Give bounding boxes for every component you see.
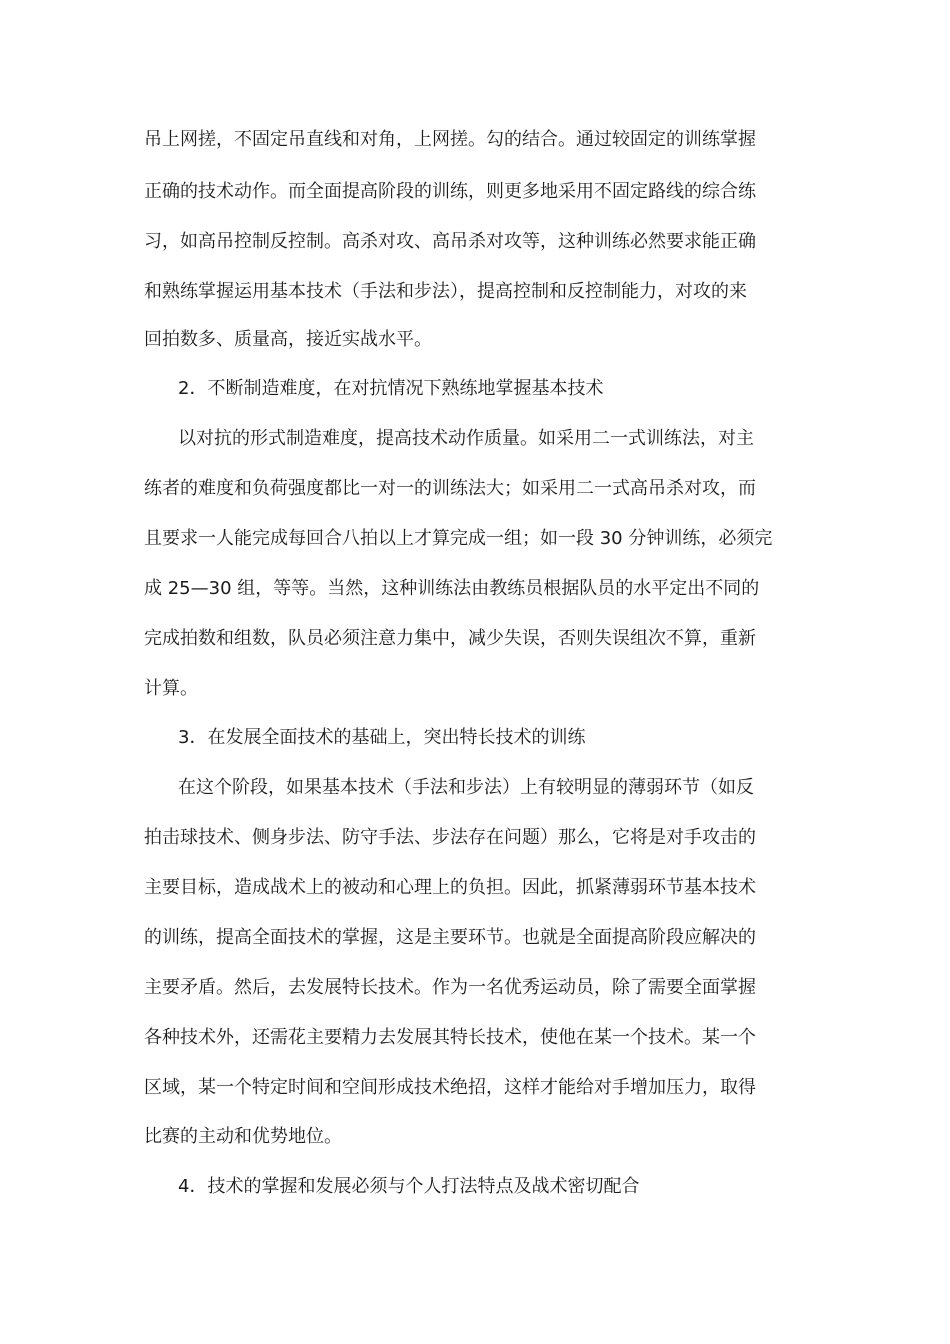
paragraph-line: 比赛的主动和优势地位。 [144,1126,342,1147]
paragraph-line: 吊上网搓，不固定吊直线和对角，上网搓。勾的结合。通过较固定的训练掌握 [144,129,756,150]
paragraph-line: 在这个阶段，如果基本技术（手法和步法）上有较明显的薄弱环节（如反 [178,777,754,798]
paragraph-line: 成 25—30 组，等等。当然，这种训练法由教练员根据队员的水平定出不同的 [144,578,760,599]
section-heading-3: 3．在发展全面技术的基础上，突出特长技术的训练 [178,727,586,748]
section-heading-2: 2．不断制造难度，在对抗情况下熟练地掌握基本技术 [178,378,604,399]
paragraph-line: 拍击球技术、侧身步法、防守手法、步法存在问题）那么，它将是对手攻击的 [144,827,756,848]
paragraph-line: 和熟练掌握运用基本技术（手法和步法），提高控制和反控制能力，对攻的来 [144,281,747,302]
paragraph-line: 习，如高吊控制反控制。高杀对攻、高吊杀对攻等，这种训练必然要求能正确 [144,231,756,252]
paragraph-line: 主要目标，造成战术上的被动和心理上的负担。因此，抓紧薄弱环节基本技术 [144,877,756,898]
paragraph-line: 的训练，提高全面技术的掌握，这是主要环节。也就是全面提高阶段应解决的 [144,927,756,948]
paragraph-line: 练者的难度和负荷强度都比一对一的训练法大；如采用二一式高吊杀对攻，而 [144,478,756,499]
paragraph-line: 区域，某一个特定时间和空间形成技术绝招，这样才能给对手增加压力，取得 [144,1077,756,1098]
paragraph-line: 正确的技术动作。而全面提高阶段的训练，则更多地采用不固定路线的综合练 [144,181,756,202]
paragraph-line: 完成拍数和组数，队员必须注意力集中，减少失误，否则失误组次不算，重新 [144,628,756,649]
paragraph-line: 以对抗的形式制造难度，提高技术动作质量。如采用二一式训练法，对主 [178,428,754,449]
section-heading-4: 4．技术的掌握和发展必须与个人打法特点及战术密切配合 [178,1176,640,1197]
paragraph-line: 且要求一人能完成每回合八拍以上才算完成一组；如一段 30 分钟训练，必须完 [144,528,773,549]
paragraph-line: 回拍数多、质量高，接近实战水平。 [144,329,432,350]
paragraph-line: 各种技术外，还需花主要精力去发展其特长技术，使他在某一个技术。某一个 [144,1027,756,1048]
paragraph-line: 主要矛盾。然后，去发展特长技术。作为一名优秀运动员，除了需要全面掌握 [144,977,756,998]
paragraph-line: 计算。 [144,678,198,699]
